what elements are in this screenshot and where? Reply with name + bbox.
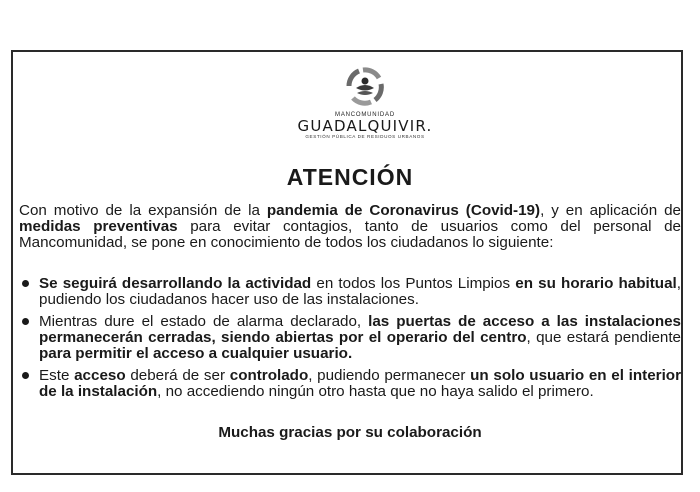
bullet-dot-icon <box>22 280 29 287</box>
list-item <box>19 276 681 308</box>
bullet-text: Mientras dure el estado de alarma declarado, <box>39 313 369 330</box>
bullet-list <box>19 276 681 406</box>
bullet-text: , pudiendo permanecer <box>308 367 471 384</box>
bullet-text: , no accediendo ningún otro hasta que no haya salido el primero. <box>157 383 594 400</box>
logo-name: GUADALQUIVIR. <box>297 117 433 135</box>
bullet-bold: las puertas de acceso a las instalaciones permanecerán cerradas, siendo abiertas por el operario del centro <box>39 313 681 346</box>
logo <box>290 62 440 162</box>
bullet-bold: Se seguirá desarrollando la actividad <box>39 275 312 292</box>
bullet-dot-icon <box>22 318 29 325</box>
intro-text-2: , y en aplicación de <box>540 202 681 219</box>
bullet-text: en todos los Puntos Limpios <box>311 275 516 292</box>
list-item <box>19 314 681 362</box>
bullet-bold: para permitir el acceso a cualquier usuario. <box>39 345 353 362</box>
bullet-bold: en su horario habitual <box>515 275 677 292</box>
bullet-bold: controlado <box>229 367 309 384</box>
intro-bold-2: medidas preventivas <box>19 218 178 235</box>
bullet-text: , pudiendo los ciudadanos hacer uso de las instalaciones. <box>39 275 681 308</box>
bullet-text: deberá de ser <box>125 367 230 384</box>
intro-text-1: Con motivo de la expansión de la <box>19 202 267 219</box>
bullet-dot-icon <box>22 372 29 379</box>
logo-subtitle: GESTIÓN PÚBLICA DE RESIDUOS URBANOS <box>305 134 425 139</box>
intro-text-3: para evitar contagios, tanto de usuarios como del personal de Mancomunidad, se pone en conocimiento de todos los ciudadanos lo siguiente: <box>19 218 681 251</box>
logo-top-line: MANCOMUNIDAD <box>335 112 395 118</box>
bullet-text: Este <box>39 367 75 384</box>
bullet-bold: acceso <box>74 367 126 384</box>
closing-message: Muchas gracias por su colaboración <box>218 424 482 441</box>
intro-paragraph <box>19 203 681 251</box>
bullet-bold: un solo usuario en el interior de la instalación <box>39 367 681 400</box>
page-title: ATENCIÓN <box>286 164 414 190</box>
list-item <box>19 368 681 400</box>
bullet-text: , que estará pendiente <box>526 329 682 346</box>
intro-bold-1: pandemia de Coronavirus (Covid-19) <box>266 202 541 219</box>
mancomunidad-logo-icon <box>335 62 395 110</box>
